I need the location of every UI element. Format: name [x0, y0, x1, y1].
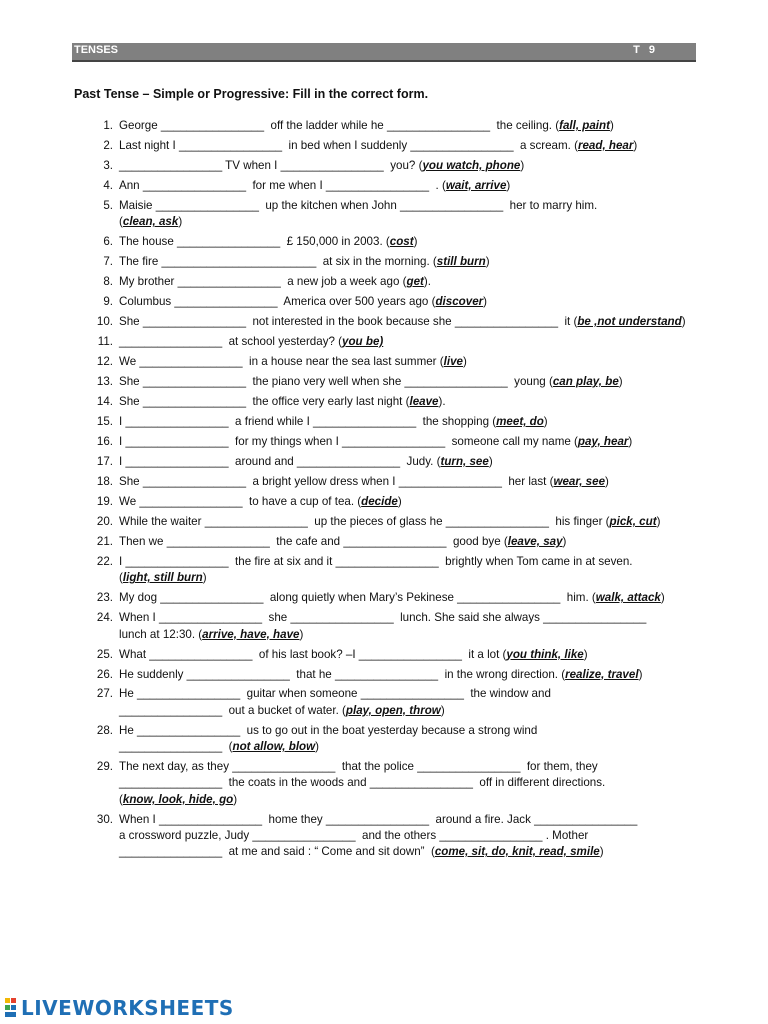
verb-hint: live — [443, 355, 463, 369]
verb-hint: come, sit, do, knit, read, smile — [434, 845, 600, 859]
verb-hint: arrive, have, have — [202, 627, 300, 641]
exercise-item — [74, 274, 700, 290]
sentence-end: ) — [178, 215, 183, 229]
verb-hint: be ,not understand — [577, 315, 682, 329]
item-number: 9. — [103, 295, 113, 309]
exercise-item — [74, 334, 700, 350]
item-sentence — [119, 554, 700, 587]
sentence-end: ) — [397, 495, 402, 509]
sentence-text: What ________________ of his last book? –I ________________ it a lot ( — [119, 647, 507, 661]
item-sentence — [119, 394, 700, 410]
sentence-end: ) — [628, 435, 633, 449]
verb-hint: wear, see — [553, 475, 606, 489]
item-sentence — [119, 234, 700, 250]
item-number: 5. — [103, 198, 113, 212]
exercise-item — [74, 534, 700, 550]
sentence-text: Maisie ________________ up the kitchen when John ________________ her to marry him. ( — [119, 198, 598, 229]
item-number: 1. — [103, 119, 113, 132]
item-number: 30. — [96, 812, 113, 826]
item-sentence — [119, 118, 700, 134]
item-sentence — [119, 178, 700, 194]
item-number: 15. — [96, 415, 113, 429]
sentence-text: The next day, as they ________________ that the police ________________ for them, they ________________ the coats in the woods and ________________ off in different directions. ( — [119, 760, 606, 806]
exercise-item — [74, 414, 700, 430]
sentence-text: The fire ________________________ at six in the morning. ( — [119, 255, 437, 269]
sentence-text: She ________________ the office very early last night ( — [119, 395, 410, 409]
sentence-end: ) — [656, 515, 661, 528]
exercise-item — [74, 294, 700, 310]
sentence-text: My dog ________________ along quietly when Mary’s Pekinese ________________ him. ( — [119, 591, 596, 605]
verb-hint: discover — [435, 295, 484, 309]
item-number: 8. — [103, 275, 113, 289]
verb-hint: read, hear — [577, 138, 634, 152]
verb-hint: still burn — [436, 255, 486, 269]
verb-hint: realize, travel — [565, 667, 639, 681]
sentence-end: ) — [488, 455, 493, 469]
item-sentence — [119, 254, 700, 270]
sentence-end: ) — [462, 355, 467, 369]
sentence-text: When I ________________ home they ________________ around a fire. Jack ________________ a crossword puzzle, Judy ________________ and the others ________________ . Mother ________________ at me and said : “ Come and sit down” ( — [119, 812, 638, 859]
item-sentence — [119, 534, 700, 550]
item-sentence — [119, 454, 700, 470]
exercise-item — [74, 647, 700, 663]
exercise-item — [74, 474, 700, 490]
exercise-item — [74, 494, 700, 510]
item-number: 19. — [96, 495, 113, 509]
item-sentence — [119, 354, 700, 370]
sentence-text: She ________________ a bright yellow dress when I ________________ her last ( — [119, 475, 554, 489]
exercise-item — [74, 118, 700, 134]
item-number: 28. — [96, 723, 113, 737]
verb-hint: cost — [389, 235, 414, 249]
exercise-item — [74, 254, 700, 270]
sentence-text: He ________________ guitar when someone ________________ the window and ________________ out a bucket of water. ( — [119, 687, 551, 717]
item-sentence — [119, 759, 700, 808]
item-sentence — [119, 414, 700, 430]
sentence-text: When I ________________ she ________________ lunch. She said she always ________________ lunch at 12:30. ( — [119, 611, 647, 641]
sentence-text: I ________________ around and ________________ Judy. ( — [119, 455, 441, 469]
sentence-end: ) — [583, 647, 588, 661]
item-sentence — [119, 723, 700, 756]
verb-hint: walk, attack — [595, 591, 661, 605]
item-number: 14. — [96, 395, 113, 409]
sentence-text: We ________________ to have a cup of tea. ( — [119, 495, 362, 509]
footer-logo — [4, 996, 234, 1020]
item-number: 20. — [96, 515, 113, 528]
sentence-end: ) — [506, 178, 511, 192]
sentence-end: ) — [633, 138, 638, 152]
sentence-text: Then we ________________ the cafe and ________________ good bye ( — [119, 534, 508, 548]
exercise-item — [74, 667, 700, 683]
item-number: 26. — [96, 667, 113, 681]
item-sentence — [119, 812, 700, 861]
item-sentence — [119, 138, 700, 154]
sentence-end: ) — [660, 591, 665, 605]
item-sentence — [119, 274, 700, 290]
verb-hint: get — [406, 275, 424, 289]
item-sentence — [119, 494, 700, 510]
exercise-item — [74, 198, 700, 231]
verb-hint: light, still burn — [122, 571, 203, 585]
sentence-end: ) — [202, 571, 207, 585]
verb-hint: play, open, throw — [345, 703, 441, 717]
sentence-text: I ________________ for my things when I ________________ someone call my name ( — [119, 435, 578, 449]
exercise-item — [74, 590, 700, 606]
sentence-end: ) — [485, 255, 490, 269]
exercise-item — [74, 158, 700, 174]
verb-hint: know, look, hide, go — [122, 792, 234, 806]
verb-hint: pay, hear — [577, 435, 629, 449]
verb-hint: clean, ask — [122, 215, 179, 229]
sentence-end: ) — [681, 315, 686, 329]
sentence-end: ) — [520, 158, 525, 172]
page-header-bar — [72, 43, 696, 62]
exercise-item — [74, 812, 700, 861]
exercise-item — [74, 514, 700, 530]
sentence-end: ) — [299, 627, 304, 641]
exercise-item — [74, 178, 700, 194]
item-number: 21. — [96, 534, 113, 548]
verb-hint: turn, see — [440, 455, 489, 469]
verb-hint: leave — [409, 395, 439, 409]
verb-hint: you be) — [342, 335, 384, 349]
verb-hint: not allow, blow — [232, 740, 316, 754]
sentence-end: ) — [638, 667, 643, 681]
sentence-end: ) — [599, 845, 604, 859]
item-number: 25. — [96, 647, 113, 661]
sentence-end: ) — [315, 740, 320, 754]
item-number: 11. — [97, 335, 113, 349]
item-number: 27. — [96, 687, 113, 701]
verb-hint: fall, paint — [559, 119, 610, 132]
item-number: 24. — [96, 611, 113, 625]
sentence-end: ). — [423, 275, 431, 289]
item-number: 7. — [103, 255, 113, 269]
sentence-end: ) — [618, 375, 623, 389]
sentence-end: ) — [605, 475, 609, 489]
sentence-end: ) — [233, 792, 238, 806]
exercise-item — [74, 434, 700, 450]
sentence-text: The house ________________ £ 150,000 in 2003. ( — [119, 235, 390, 249]
exercise-item — [74, 759, 700, 808]
item-sentence — [119, 514, 700, 530]
item-number: 18. — [96, 475, 113, 489]
liveworksheets-logo-icon — [4, 997, 18, 1019]
item-number: 29. — [96, 760, 113, 774]
item-number: 23. — [96, 591, 113, 605]
exercise-item — [74, 554, 700, 587]
item-number: 16. — [96, 435, 113, 449]
item-number: 6. — [103, 235, 113, 249]
sentence-text: He ________________ us to go out in the boat yesterday because a strong wind ________________ ( — [119, 723, 538, 754]
sentence-end: ) — [413, 235, 418, 249]
sentence-text: I ________________ the fire at six and it ________________ brightly when Tom came in at seven. ( — [119, 554, 633, 585]
item-sentence — [119, 314, 700, 330]
verb-hint: leave, say — [507, 534, 563, 548]
sentence-text: Columbus ________________ America over 500 years ago ( — [119, 295, 436, 309]
sentence-end: ) — [483, 295, 488, 309]
item-sentence — [119, 590, 700, 606]
item-number: 4. — [103, 178, 113, 192]
exercise-item — [74, 374, 700, 390]
sentence-text: ________________ TV when I ________________ you? ( — [119, 158, 423, 172]
item-sentence — [119, 647, 700, 663]
verb-hint: pick, cut — [609, 515, 657, 528]
sentence-text: She ________________ not interested in the book because she ________________ it ( — [119, 315, 578, 329]
item-number: 3. — [103, 158, 113, 172]
exercise-item — [74, 454, 700, 470]
item-sentence — [119, 158, 700, 174]
exercise-item — [74, 138, 700, 154]
sentence-end: ) — [440, 703, 445, 717]
sentence-text: My brother ________________ a new job a week ago ( — [119, 275, 407, 289]
sentence-text: ________________ at school yesterday? ( — [119, 335, 343, 349]
verb-hint: meet, do — [496, 415, 544, 429]
item-sentence — [119, 374, 700, 390]
exercise-list — [74, 118, 700, 864]
item-number: 12. — [96, 355, 113, 369]
item-number: 13. — [96, 375, 113, 389]
verb-hint: decide — [361, 495, 398, 509]
sentence-end: ) — [562, 534, 567, 548]
exercise-item — [74, 234, 700, 250]
item-number: 22. — [96, 554, 113, 568]
sentence-text: I ________________ a friend while I ________________ the shopping ( — [119, 415, 497, 429]
sentence-text: She ________________ the piano very well when she ________________ young ( — [119, 375, 553, 389]
sentence-text: George ________________ off the ladder while he ________________ the ceiling. ( — [119, 119, 560, 132]
exercise-item — [74, 723, 700, 756]
verb-hint: you watch, phone — [422, 158, 521, 172]
sentence-end: ) — [609, 119, 614, 132]
sentence-text: While the waiter ________________ up the pieces of glass he ________________ his finger ( — [119, 515, 610, 528]
exercise-title: Past Tense – Simple or Progressive: Fill in the correct form. — [74, 87, 429, 101]
sentence-text: We ________________ in a house near the sea last summer ( — [119, 355, 444, 369]
item-sentence — [119, 198, 700, 231]
sentence-text: Last night I ________________ in bed when I suddenly ________________ a scream. ( — [119, 138, 578, 152]
item-sentence — [119, 434, 700, 450]
item-sentence — [119, 294, 700, 310]
sentence-text: He suddenly ________________ that he ________________ in the wrong direction. ( — [119, 667, 566, 681]
item-number: 2. — [103, 138, 113, 152]
item-sentence — [119, 686, 700, 719]
sentence-text: Ann ________________ for me when I ________________ . ( — [119, 178, 446, 192]
item-sentence — [119, 334, 700, 350]
exercise-item — [74, 686, 700, 719]
exercise-item — [74, 394, 700, 410]
header-code: T 9 — [633, 44, 658, 56]
sentence-end: ) — [543, 415, 548, 429]
footer-brand: LIVEWORKSHEETS — [21, 996, 234, 1020]
verb-hint: can play, be — [552, 375, 619, 389]
verb-hint: wait, arrive — [445, 178, 507, 192]
verb-hint: you think, like — [506, 647, 584, 661]
item-sentence — [119, 610, 700, 643]
item-sentence — [119, 474, 700, 490]
item-number: 17. — [96, 455, 113, 469]
exercise-item — [74, 354, 700, 370]
header-title: TENSES — [74, 44, 119, 56]
exercise-item — [74, 314, 700, 330]
item-number: 10. — [96, 315, 113, 329]
exercise-item — [74, 610, 700, 643]
item-sentence — [119, 667, 700, 683]
sentence-end: ). — [438, 395, 446, 409]
